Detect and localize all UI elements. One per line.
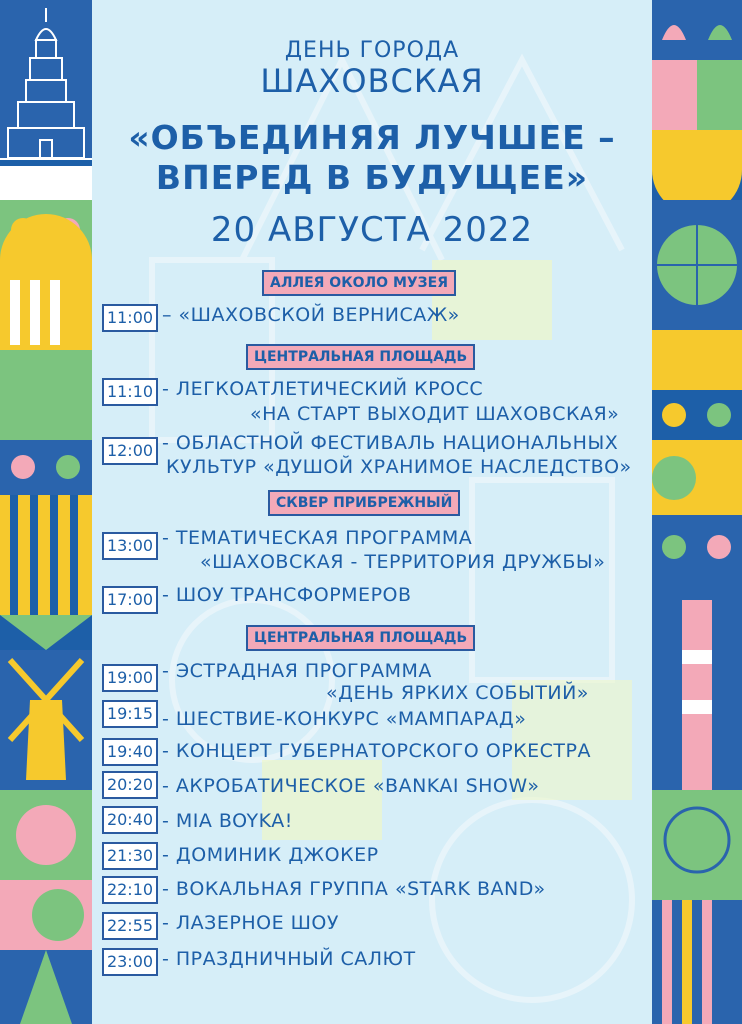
header-date: 20 АВГУСТА 2022 — [210, 210, 534, 250]
event-title: - ДОМИНИК ДЖОКЕР — [162, 844, 379, 866]
event-title: - ВОКАЛЬНАЯ ГРУППА «STARK BAND» — [162, 878, 546, 900]
event-time: 19:15 — [102, 700, 158, 728]
header-town-name: ШАХОВСКАЯ — [260, 62, 484, 100]
left-decor-strip — [0, 0, 92, 1024]
right-decor-art — [652, 0, 742, 1024]
right-decor-strip — [652, 0, 742, 1024]
header-slogan-line2: ВПЕРЕД В БУДУЩЕЕ» — [155, 158, 589, 197]
event-subtitle: КУЛЬТУР «ДУШОЙ ХРАНИМОЕ НАСЛЕДСТВО» — [166, 456, 632, 478]
event-time: 19:00 — [102, 664, 158, 692]
event-title: - АКРОБАТИЧЕСКОЕ «BANKAI SHOW» — [162, 775, 540, 797]
event-title: - ЛЕГКОАТЛЕТИЧЕСКИЙ КРОСС — [162, 378, 484, 400]
event-title: - ШЕСТВИЕ-КОНКУРС «МАМПАРАД» — [162, 708, 527, 730]
event-subtitle: «ШАХОВСКАЯ - ТЕРРИТОРИЯ ДРУЖБЫ» — [200, 551, 606, 573]
event-title: - ШОУ ТРАНСФОРМЕРОВ — [162, 584, 412, 606]
event-title: - КОНЦЕРТ ГУБЕРНАТОРСКОГО ОРКЕСТРА — [162, 740, 591, 762]
header-city-day: ДЕНЬ ГОРОДА — [284, 38, 460, 63]
event-title: - ПРАЗДНИЧНЫЙ САЛЮТ — [162, 948, 416, 970]
event-time: 12:00 — [102, 437, 158, 465]
event-time: 22:10 — [102, 876, 158, 904]
event-title: - MIA BOYKA! — [162, 810, 293, 832]
event-title: - ЭСТРАДНАЯ ПРОГРАММА — [162, 660, 432, 682]
header-slogan-line1: «ОБЪЕДИНЯЯ ЛУЧШЕЕ – — [128, 118, 616, 157]
event-title: - ЛАЗЕРНОЕ ШОУ — [162, 912, 339, 934]
event-time: 13:00 — [102, 532, 158, 560]
event-subtitle: «НА СТАРТ ВЫХОДИТ ШАХОВСКАЯ» — [250, 403, 620, 425]
section-museum-alley: АЛЛЕЯ ОКОЛО МУЗЕЯ — [262, 270, 456, 296]
event-title: - ТЕМАТИЧЕСКАЯ ПРОГРАММА — [162, 527, 473, 549]
section-central-square-1: ЦЕНТРАЛЬНАЯ ПЛОЩАДЬ — [246, 344, 475, 370]
event-time: 21:30 — [102, 842, 158, 870]
left-decor-art — [0, 0, 92, 1024]
event-subtitle: «ДЕНЬ ЯРКИХ СОБЫТИЙ» — [326, 682, 589, 704]
event-title: – «ШАХОВСКОЙ ВЕРНИСАЖ» — [162, 304, 460, 326]
event-time: 20:20 — [102, 771, 158, 799]
section-riverside-square: СКВЕР ПРИБРЕЖНЫЙ — [268, 490, 460, 516]
event-time: 19:40 — [102, 738, 158, 766]
event-time: 23:00 — [102, 948, 158, 976]
event-title: - ОБЛАСТНОЙ ФЕСТИВАЛЬ НАЦИОНАЛЬНЫХ — [162, 432, 619, 454]
event-time: 11:00 — [102, 304, 158, 332]
event-time: 11:10 — [102, 378, 158, 406]
event-time: 22:55 — [102, 912, 158, 940]
section-central-square-2: ЦЕНТРАЛЬНАЯ ПЛОЩАДЬ — [246, 625, 475, 651]
event-time: 20:40 — [102, 806, 158, 834]
event-time: 17:00 — [102, 586, 158, 614]
